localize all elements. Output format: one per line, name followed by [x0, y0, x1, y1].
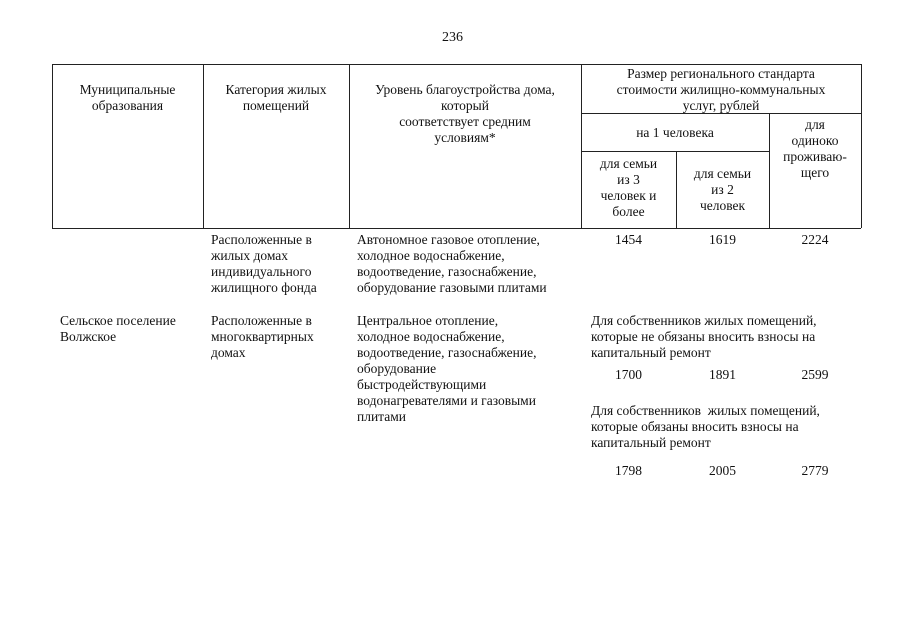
row1-comfort-line: оборудование газовыми плитами [357, 280, 547, 295]
header-single-line: щего [800, 165, 830, 180]
grid-top [52, 64, 861, 65]
header-family2-line: для семьи [693, 166, 752, 181]
header-family3-line: более [612, 204, 645, 219]
header-family3-line: из 3 [617, 172, 640, 187]
row2-category-line: домах [211, 345, 246, 360]
row2-comfort-line: водоотведение, газоснабжение, [357, 345, 537, 360]
header-standard-size [581, 66, 861, 114]
header-category [203, 82, 349, 114]
header-family3-line: человек и [600, 188, 657, 203]
row1-category [211, 232, 317, 296]
header-single-line: одиноко [791, 133, 839, 148]
header-single-resident [769, 117, 861, 181]
grid-header-sub [581, 151, 769, 152]
header-municipality-line: Муниципальные [79, 82, 176, 97]
row2-category-line: Расположенные в [211, 313, 312, 328]
grid-col-6 [861, 64, 862, 228]
header-municipality [52, 82, 203, 114]
row1-value-family3: 1454 [615, 232, 642, 247]
row1-category-line: жилищного фонда [211, 280, 317, 295]
row1-category-line: Расположенные в [211, 232, 312, 247]
row2-comfort [357, 313, 536, 425]
header-comfort-level [349, 82, 581, 146]
header-family2-line: человек [699, 198, 746, 213]
row2-category-line: многоквартирных [211, 329, 314, 344]
row2-comfort-line: водонагревателями и газовыми [357, 393, 536, 408]
row2-group1-note-line: Для собственников жилых помещений, [591, 313, 817, 328]
grid-header-bottom [52, 228, 861, 229]
header-family2-line: из 2 [711, 182, 734, 197]
row2-group1-value-family3: 1700 [615, 367, 642, 382]
row2-group2-note-line: Для собственников жилых помещений, [591, 403, 820, 418]
row2-comfort-line: холодное водоснабжение, [357, 329, 505, 344]
row2-comfort-line: быстродействующими [357, 377, 487, 392]
row2-category [211, 313, 314, 361]
header-family3-line: для семьи [599, 156, 658, 171]
row1-comfort [357, 232, 547, 296]
row1-comfort-line: холодное водоснабжение, [357, 248, 505, 263]
row1-comfort-line: Автономное газовое отопление, [357, 232, 540, 247]
row2-group2-value-family2: 2005 [709, 463, 736, 478]
header-single-line: проживаю- [783, 149, 847, 164]
header-comfort-line: условиям* [434, 130, 496, 145]
row2-group1-value-single: 2599 [801, 367, 829, 382]
header-category-line: Категория жилых [225, 82, 327, 97]
page-number: 236 [442, 30, 463, 45]
row2-group1-note-line: капитальный ремонт [591, 345, 711, 360]
row2-group2-note-line: которые обязаны вносить взносы на [591, 419, 799, 434]
header-comfort-line: который [441, 98, 489, 113]
header-family-2 [676, 166, 769, 214]
row2-municipality [60, 313, 176, 345]
header-single-line: для [805, 117, 825, 132]
row2-group2-value-single: 2779 [801, 463, 829, 478]
header-comfort-line: соответствует средним [399, 114, 531, 129]
row2-group2-note [591, 403, 820, 451]
row2-group1-note-line: которые не обязаны вносить взносы на [591, 329, 816, 344]
row1-category-line: жилых домах [211, 248, 289, 263]
header-category-line: помещений [242, 98, 310, 113]
row2-group1-value-family2: 1891 [709, 367, 736, 382]
row2-group2-value-family3: 1798 [615, 463, 642, 478]
header-standard-line: Размер регионального стандарта [627, 66, 815, 81]
header-standard-line: стоимости жилищно-коммунальных [616, 82, 826, 97]
header-standard-line: услуг, рублей [682, 98, 760, 113]
header-comfort-line: Уровень благоустройства дома, [375, 82, 555, 97]
row2-comfort-line: Центральное отопление, [357, 313, 499, 328]
header-family-3 [581, 156, 676, 220]
row1-value-single: 2224 [801, 232, 829, 247]
row1-value-family2: 1619 [709, 232, 736, 247]
row2-comfort-line: оборудование [357, 361, 437, 376]
header-municipality-line: образования [91, 98, 164, 113]
row1-category-line: индивидуального [211, 264, 312, 279]
row2-group2-note-line: капитальный ремонт [591, 435, 711, 450]
header-per-person: на 1 человека [636, 125, 714, 140]
row1-comfort-line: водоотведение, газоснабжение, [357, 264, 537, 279]
row2-group1-note [591, 313, 817, 361]
row2-comfort-line: плитами [357, 409, 407, 424]
row2-municipality-line: Сельское поселение [60, 313, 176, 328]
row2-municipality-line: Волжское [60, 329, 117, 344]
